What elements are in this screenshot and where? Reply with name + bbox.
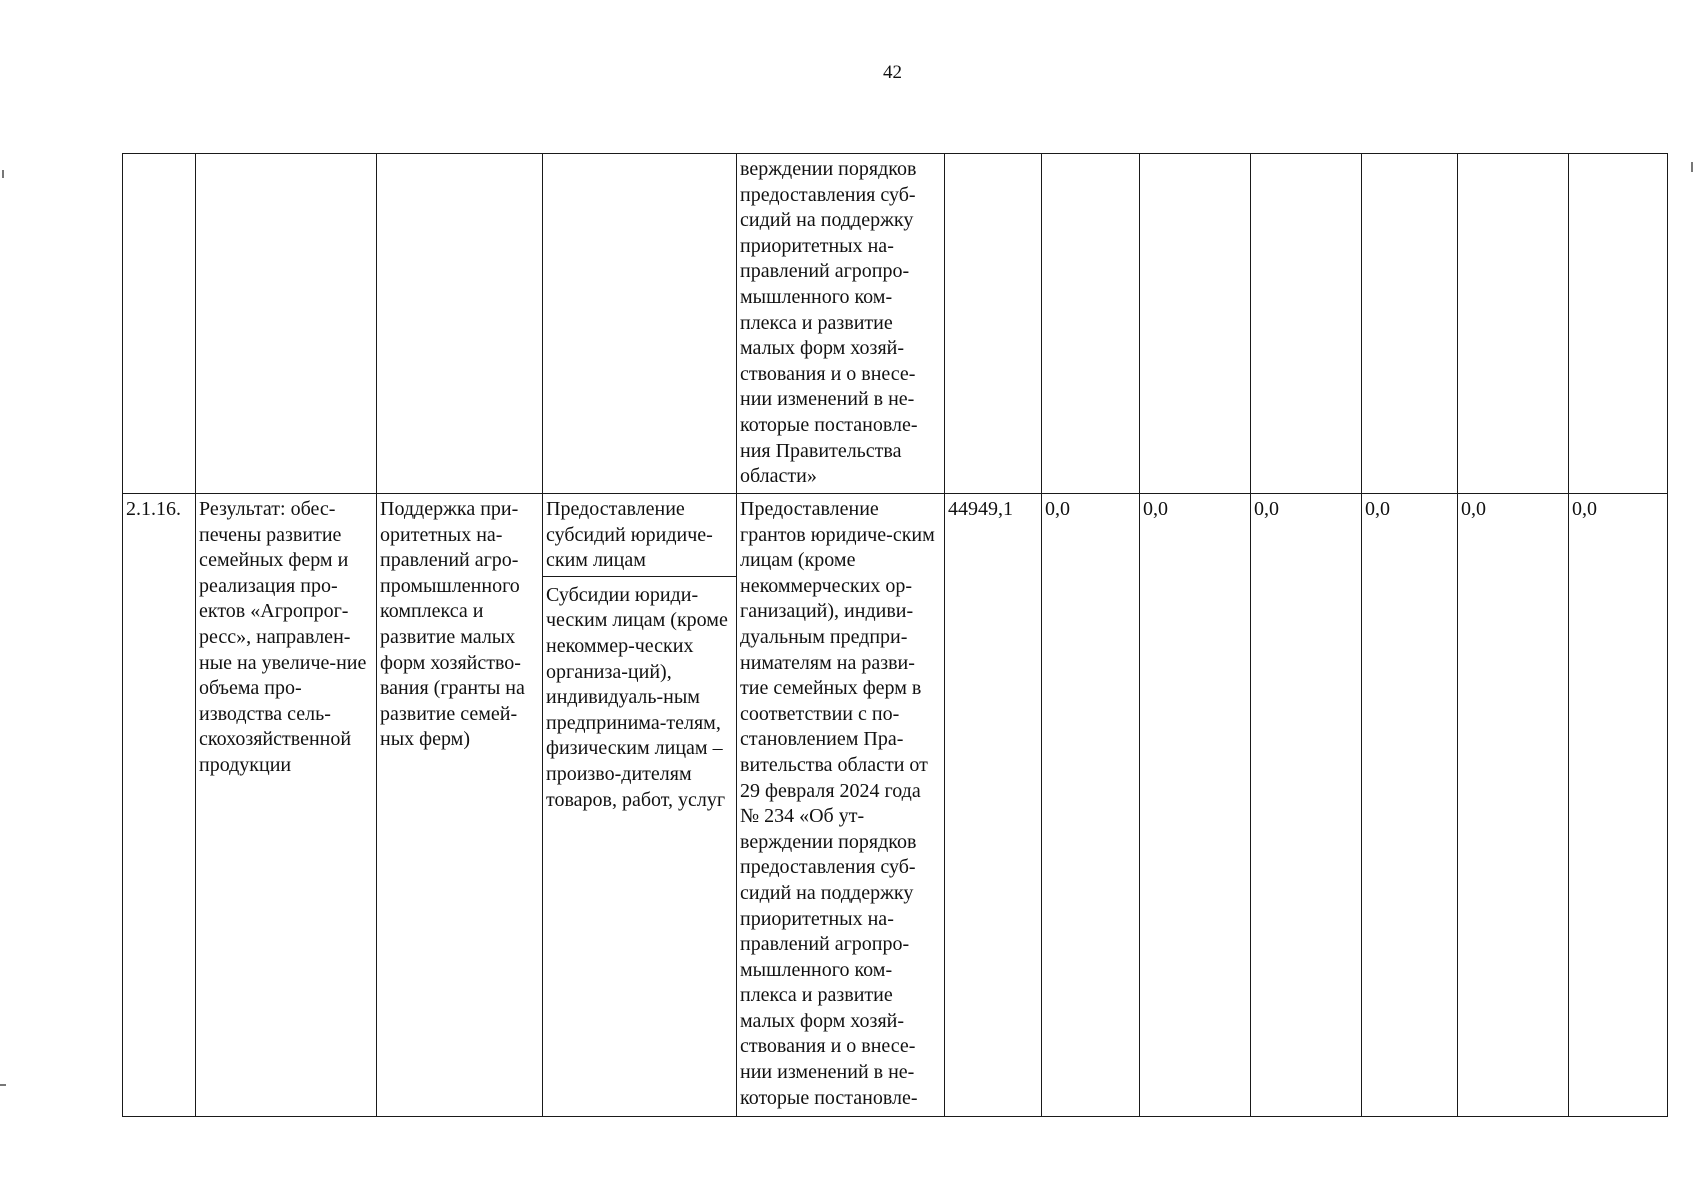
cell-description [737, 154, 945, 494]
value-text: 0,0 [1572, 498, 1597, 520]
value-text: 0,0 [1045, 498, 1070, 520]
cell-measure [377, 494, 543, 1117]
cell-value-4 [1251, 494, 1362, 1117]
table-row-continuation [123, 154, 1668, 494]
value-text: 0,0 [1143, 498, 1168, 520]
expense-subtype-text: Субсидии юриди-ческим лицам (кроме некоммер-ческих организа-ций), индивидуаль-ным предпринима-телям, физическим лицам – произво-дителям товаров, работ, услуг [546, 583, 728, 811]
budget-table [122, 153, 1668, 1117]
result-text: Результат: обес-печены развитие семейных ферм и реализация про-ектов «Агропрог-ресс», направлен-ные на увеличе-ние объема про-изводства сель-скохозяйственной продукции [199, 498, 367, 776]
cell-value-7 [1569, 154, 1668, 494]
item-number: 2.1.16. [126, 498, 181, 520]
measure-text: Поддержка при-оритетных на-правлений агро-промышленного комплекса и развитие малых форм хозяйство-вания (гранты на развитие семей-ных ферм) [380, 498, 525, 751]
cell-value-6 [1458, 154, 1569, 494]
cell-value-6 [1458, 494, 1569, 1117]
cell-value-7 [1569, 494, 1668, 1117]
cell-value-3 [1140, 494, 1251, 1117]
scan-mark-left-top [2, 170, 4, 178]
value-text: 0,0 [1254, 498, 1279, 520]
cell-number [123, 494, 196, 1117]
scan-mark-right [1691, 162, 1693, 172]
cell-measure [377, 154, 543, 494]
cell-result [196, 154, 377, 494]
cell-value-4 [1251, 154, 1362, 494]
cell-expense-type [543, 154, 737, 494]
scan-mark-left-bottom [0, 1084, 6, 1086]
cell-number [123, 154, 196, 494]
description-text: Предоставление грантов юридиче-ским лицам (кроме некоммерческих ор-ганизаций), индиви-дуальным предпри-нимателям на разви-тие семейных ферм в соответствии с по-становлением Пра-вительства области от 29 февраля 2024 года № 234 «Об ут-верждении порядков предоставления суб-сидий на поддержку приоритетных на-правлений агропро-мышленного ком-плекса и развитие малых форм хозяй-ствования и о внесе-нии изменений в не-которые постановле- [740, 498, 935, 1109]
cell-value-2 [1042, 154, 1140, 494]
page-number: 42 [883, 62, 902, 83]
cell-value-5 [1362, 494, 1458, 1117]
value-text: 0,0 [1461, 498, 1486, 520]
cell-value-3 [1140, 154, 1251, 494]
cell-expense-type [543, 494, 737, 1117]
cell-value-1 [945, 494, 1042, 1117]
cell-value-1 [945, 154, 1042, 494]
value-text: 44949,1 [948, 498, 1013, 520]
cell-value-5 [1362, 154, 1458, 494]
cell-description [737, 494, 945, 1117]
cell-value-2 [1042, 494, 1140, 1117]
expense-type-text: Предоставление субсидий юридиче-ским лицам [543, 494, 736, 577]
table-row-2-1-16 [123, 494, 1668, 1117]
value-text: 0,0 [1365, 498, 1390, 520]
description-text: верждении порядков предоставления суб-сидий на поддержку приоритетных на-правлений агропро-мышленного ком-плекса и развитие малых форм хозяй-ствования и о внесе-нии изменений в не-которые постановле-ния Правительства области» [740, 158, 918, 488]
cell-result [196, 494, 377, 1117]
